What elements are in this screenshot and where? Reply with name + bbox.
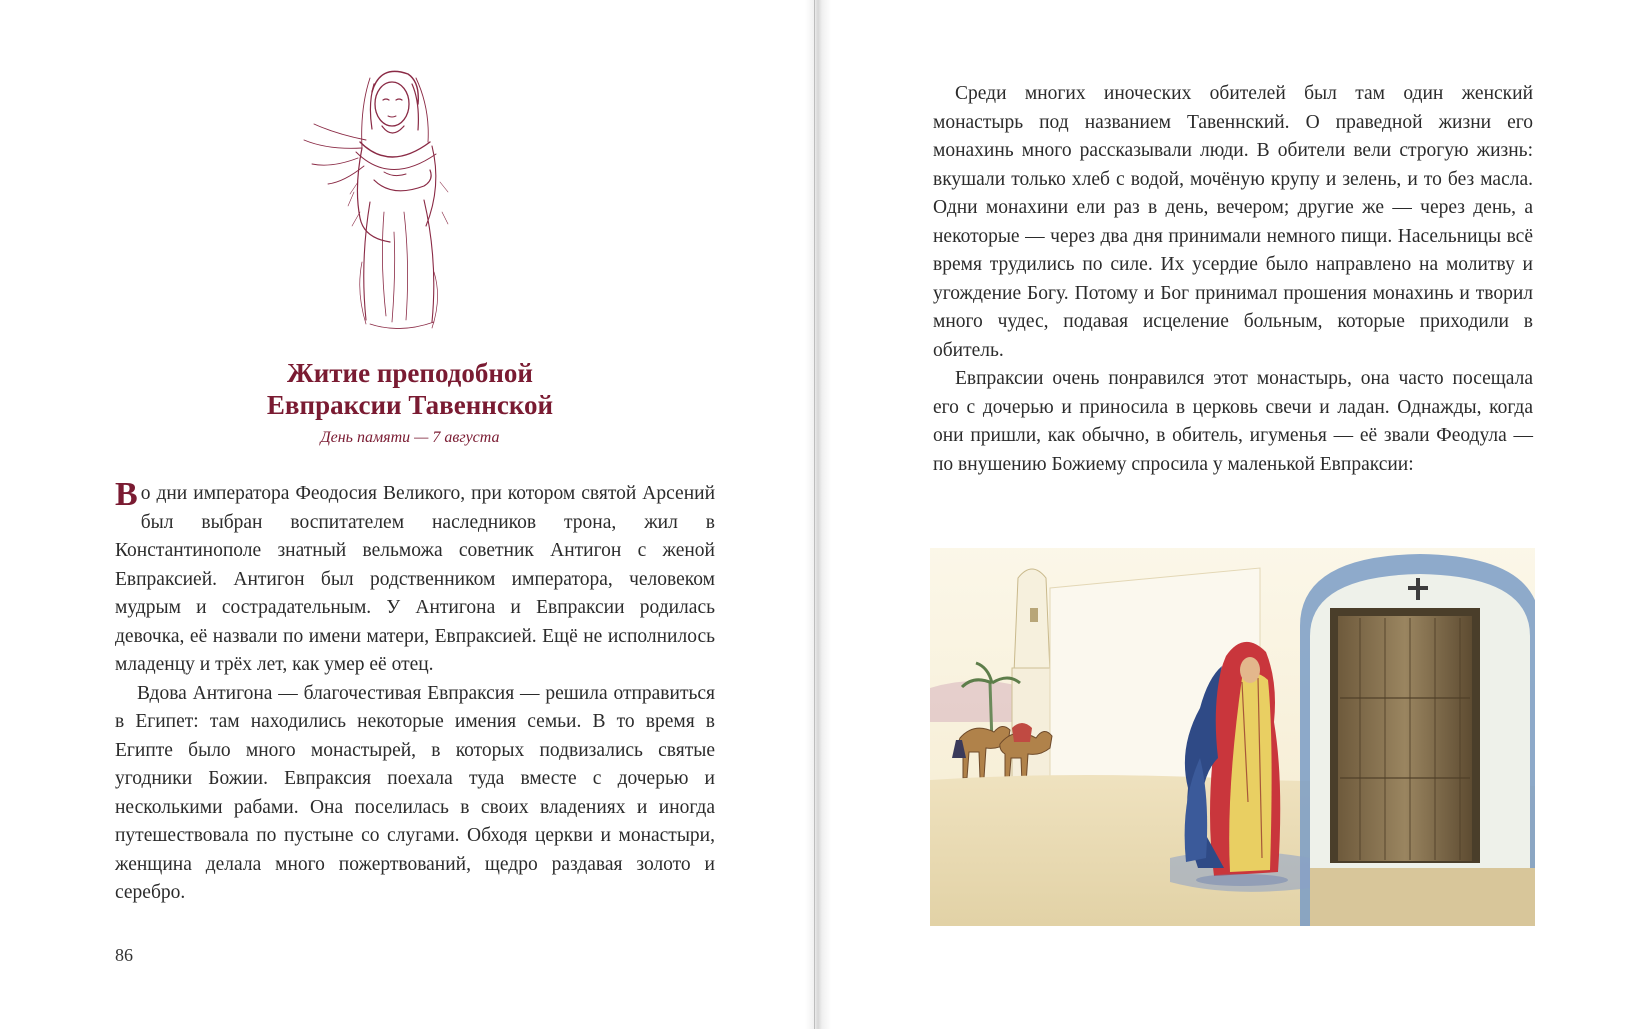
chapter-title-line2: Евпраксии Тавеннской <box>266 390 554 420</box>
right-paragraph-1: Среди многих иноческих обителей был там один женский монастырь под названием Тавеннский. О праведной жизни его монахинь много рассказывали люди. В обители вели строгую жизнь: вкушали только хлеб с водой, мочёную крупу и зелень, и то без масла. Одни монахини ели раз в день, вечером; другие же — через день, а некоторые — через два дня принимали немного пищи. Насельницы всё время трудились по силе. Их усердие было направлено на молитву и угождение Богу. Потому и Бог принимал прошения монахинь и творил много чудес, подавая исцеление больным, которые приходили в обитель. <box>933 83 1533 361</box>
left-body-text <box>115 476 715 908</box>
memory-day-subtitle: День памяти — 7 августа <box>320 429 500 446</box>
right-body-text <box>933 80 1533 479</box>
chapter-title-line1: Житие преподобной <box>287 358 533 388</box>
left-paragraph-1-text: о дни императора Феодосия Великого, при котором святой Арсений был выбран воспитателем наследников трона, жил в Константинополе знатный вельможа советник Антигон с женой Евпраксией. Антигон был родственником императора, человеком мудрым и сострадательным. У Антигона и Евпраксии родилась девочка, её назвали по имени матери, Евпраксией. Ещё не исполнилось младенцу и трёх лет, как умер её отец. <box>115 483 715 675</box>
girl-sketch-illustration <box>300 62 465 340</box>
drop-cap: В <box>115 476 138 513</box>
left-paragraph-1 <box>115 476 715 680</box>
monastery-watercolor-illustration <box>930 548 1535 926</box>
book-gutter <box>805 0 831 1029</box>
right-paragraph-2: Евпраксии очень понравился этот монастырь, она часто посещала его с дочерью и приносила в церковь свечи и ладан. Однажды, когда они пришли, как обычно, в обитель, игуменья — её звали Феодула — по внушению Божиему спросила у маленькой Евпраксии: <box>933 368 1533 475</box>
gutter-fold-line <box>814 0 815 1029</box>
page-number: 86 <box>115 945 133 965</box>
left-paragraph-2: Вдова Антигона — благочестивая Евпраксия — решила отправиться в Египет: там находились некоторые имения семьи. В то время в Египте было много монастырей, в которых подвизались святые угодники Божии. Евпраксия поехала туда вместе с дочерью и несколькими рабами. Она поселилась в своих владениях и иногда путешествовала по пустыне со слугами. Обходя церкви и монастыри, женщина делала много пожертвований, щедро раздавая золото и серебро. <box>115 682 715 903</box>
